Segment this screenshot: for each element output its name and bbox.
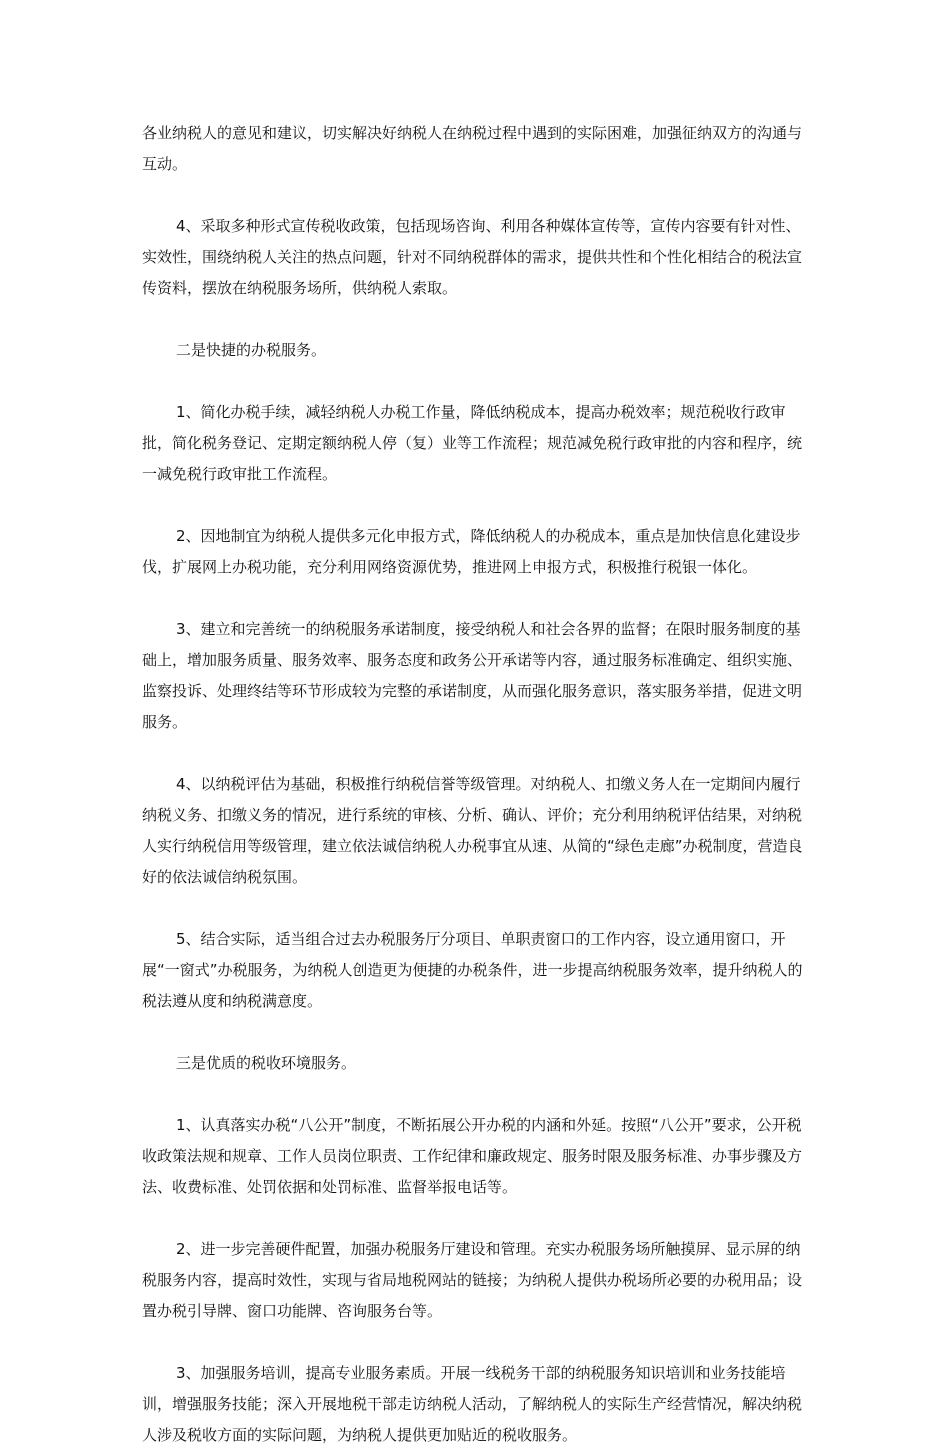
paragraph-item-5-one-window: 5、结合实际，适当组合过去办税服务厅分项目、单职责窗口的工作内容，设立通用窗口，开展“一窗式”办税服务，为纳税人创造更为便捷的办税条件，进一步提高纳税服务效率，提升纳税人的税法遵从度和纳税满意度。 (142, 930, 803, 1010)
paragraph-item-2-declaration: 2、因地制宜为纳税人提供多元化申报方式，降低纳税人的办税成本，重点是加快信息化建设步伐，扩展网上办税功能，充分利用网络资源优势，推进网上申报方式，积极推行税银一体化。 (142, 527, 801, 576)
section-heading-quality-environment: 三是优质的税收环境服务。 (176, 1054, 357, 1072)
paragraph-item-1-simplify: 1、简化办税手续，减轻纳税人办税工作量，降低纳税成本，提高办税效率；规范税收行政审批，简化税务登记、定期定额纳税人停（复）业等工作流程；规范减免税行政审批的内容和程序，统一减免税行政审批工作流程。 (142, 403, 803, 483)
paragraph-item-1-eight-open: 1、认真落实办税“八公开”制度，不断拓展公开办税的内涵和外延。按照“八公开”要求，公开税收政策法规和规章、工作人员岗位职责、工作纪律和廉政规定、服务时限及服务标准、办事步骤及方法、收费标准、处罚依据和处罚标准、监督举报电话等。 (142, 1116, 803, 1196)
paragraph-item-3-commitment: 3、建立和完善统一的纳税服务承诺制度，接受纳税人和社会各界的监督；在限时服务制度的基础上，增加服务质量、服务效率、服务态度和政务公开承诺等内容，通过服务标准确定、组织实施、监察投诉、处理终结等环节形成较为完整的承诺制度，从而强化服务意识，落实服务举措，促进文明服务。 (142, 620, 803, 731)
section-heading-fast-service: 二是快捷的办税服务。 (176, 341, 327, 359)
paragraph-item-3-training: 3、加强服务培训，提高专业服务素质。开展一线税务干部的纳税服务知识培训和业务技能培训，增强服务技能；深入开展地税干部走访纳税人活动，了解纳税人的实际生产经营情况，解决纳税人涉及税收方面的实际问题，为纳税人提供更加贴近的税收服务。 (142, 1364, 803, 1444)
paragraph-item-4-publicity: 4、采取多种形式宣传税收政策，包括现场咨询、利用各种媒体宣传等，宣传内容要有针对性、实效性，围绕纳税人关注的热点问题，针对不同纳税群体的需求，提供共性和个性化相结合的税法宣传资料，摆放在纳税服务场所，供纳税人索取。 (142, 217, 803, 297)
paragraph-item-2-hardware: 2、进一步完善硬件配置，加强办税服务厅建设和管理。充实办税服务场所触摸屏、显示屏的纳税服务内容，提高时效性，实现与省局地税网站的链接；为纳税人提供办税场所必要的办税用品；设置办税引导牌、窗口功能牌、咨询服务台等。 (142, 1240, 803, 1320)
document-body (142, 118, 810, 1451)
paragraph-item-4-credit-rating: 4、以纳税评估为基础，积极推行纳税信誉等级管理。对纳税人、扣缴义务人在一定期间内履行纳税义务、扣缴义务的情况，进行系统的审核、分析、确认、评价；充分利用纳税评估结果，对纳税人实行纳税信用等级管理，建立依法诚信纳税人办税事宜从速、从简的“绿色走廊”办税制度，营造良好的依法诚信纳税氛围。 (142, 775, 803, 886)
paragraph-continuation: 各业纳税人的意见和建议，切实解决好纳税人在纳税过程中遇到的实际困难，加强征纳双方的沟通与互动。 (142, 124, 803, 173)
